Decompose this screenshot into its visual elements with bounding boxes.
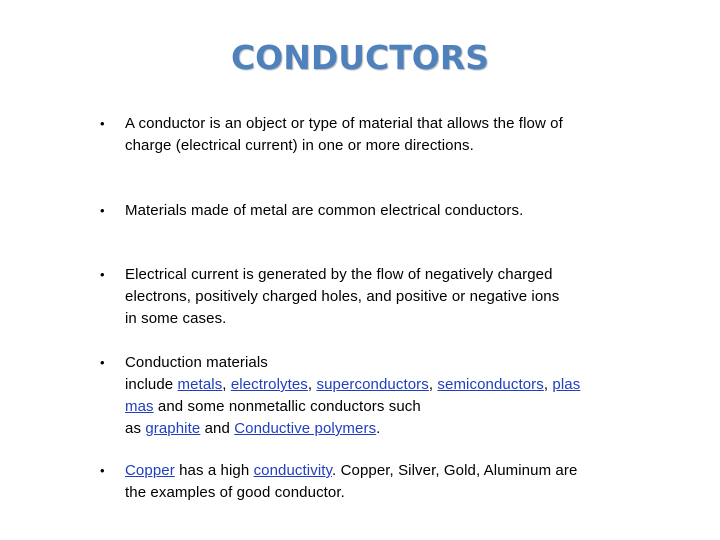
text-fragment: and some nonmetallic conductors such — [153, 398, 421, 415]
bullet-line: A conductor is an object or type of material that allows the flow of — [125, 115, 563, 132]
bullet-icon: • — [100, 355, 105, 370]
bullet-line — [125, 374, 630, 396]
bullet-line: Conduction materials — [125, 354, 268, 371]
bullet-line — [125, 418, 630, 440]
link-superconductors[interactable]: superconductors — [316, 376, 429, 393]
link-semiconductors[interactable]: semiconductors — [437, 376, 544, 393]
bullet-line — [125, 460, 630, 482]
text-fragment: . Copper, Silver, Gold, Aluminum are — [332, 462, 578, 479]
text-fragment: . — [376, 420, 381, 437]
slide-title: CONDUCTORS — [230, 38, 490, 77]
bullet-line: in some cases. — [125, 310, 227, 327]
link-conductive-polymers[interactable]: Conductive polymers — [234, 420, 377, 437]
text-fragment: has a high — [174, 462, 254, 479]
bullet-icon: • — [100, 203, 105, 218]
bullet-line: Materials made of metal are common electrical conductors. — [125, 202, 524, 219]
bullet-line — [125, 396, 630, 418]
text-fragment: include — [125, 376, 178, 393]
link-conductivity[interactable]: conductivity — [253, 462, 333, 479]
bullet-line: the examples of good conductor. — [125, 484, 345, 501]
bullet-line: charge (electrical current) in one or more directions. — [125, 137, 474, 154]
text-fragment: and — [200, 420, 235, 437]
link-copper[interactable]: Copper — [125, 462, 175, 479]
bullet-line: Electrical current is generated by the flow of negatively charged — [125, 266, 553, 283]
bullet-text — [125, 264, 630, 330]
link-graphite[interactable]: graphite — [145, 420, 201, 437]
bullet-text — [125, 200, 630, 222]
bullet-icon: • — [100, 267, 105, 282]
link-plasmas[interactable]: plas — [552, 376, 581, 393]
bullet-icon: • — [100, 116, 105, 131]
bullet-line: electrons, positively charged holes, and positive or negative ions — [125, 288, 560, 305]
bullet-text — [125, 460, 630, 504]
link-plasmas-continued[interactable]: mas — [125, 398, 154, 415]
text-fragment: , — [307, 376, 317, 393]
link-metals[interactable]: metals — [177, 376, 223, 393]
text-fragment: as — [125, 420, 146, 437]
link-electrolytes[interactable]: electrolytes — [230, 376, 308, 393]
text-fragment: , — [428, 376, 438, 393]
text-fragment: , — [543, 376, 553, 393]
bullet-text — [125, 113, 630, 157]
bullet-text — [125, 352, 630, 440]
bullet-icon: • — [100, 463, 105, 478]
text-fragment: , — [222, 376, 231, 393]
